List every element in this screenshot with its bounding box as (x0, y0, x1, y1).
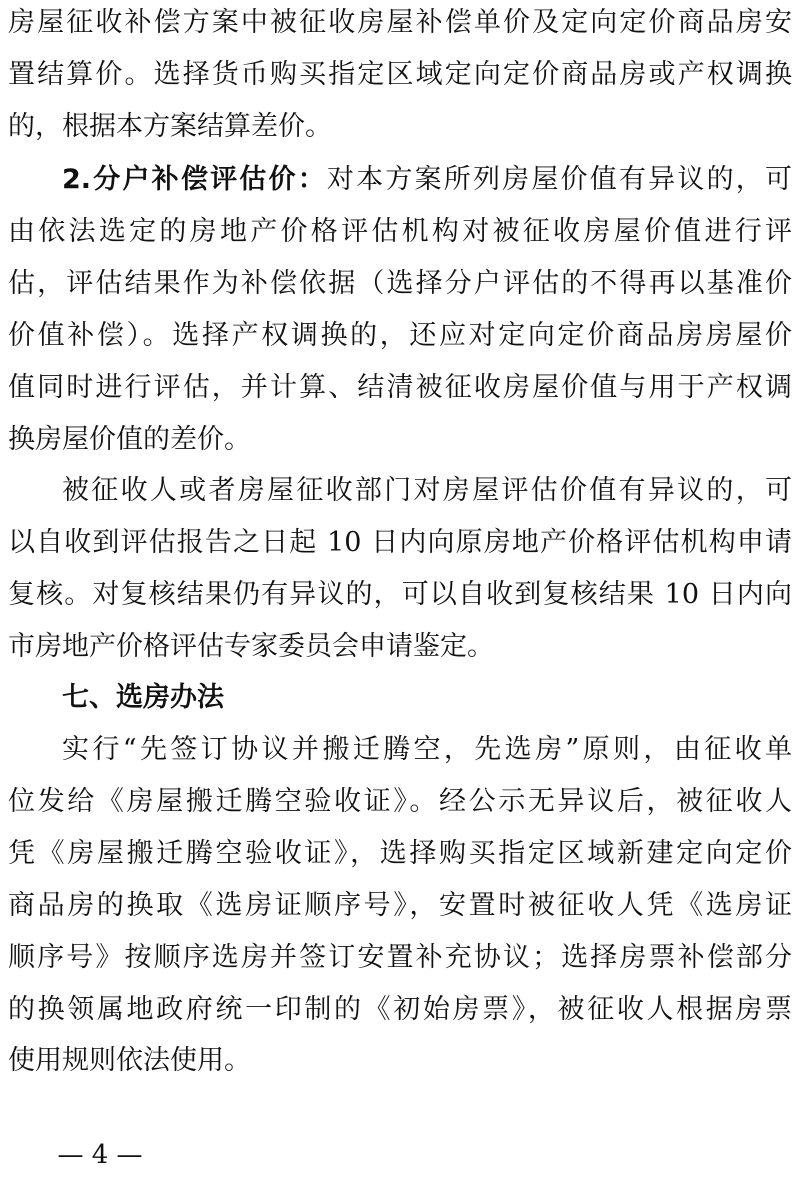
paragraph-line: 商品房的换取《选房证顺序号》，安置时被征收人凭《选房证 (8, 890, 792, 921)
paragraph-line: 位发给《房屋搬迁腾空验收证》。经公示无异议后，被征收人 (8, 786, 792, 817)
paragraph-line: 房屋征收补偿方案中被征收房屋补偿单价及定向定价商品房安 (8, 7, 792, 38)
paragraph-line: 的换领属地政府统一印制的《初始房票》，被征收人根据房票 (8, 994, 792, 1025)
paragraph-line: 顺序号》按顺序选房并签订安置补充协议；选择房票补偿部分 (8, 942, 792, 973)
paragraph-line: 置结算价。选择货币购买指定区域定向定价商品房或产权调换 (8, 59, 792, 90)
section-heading: 七、选房办法 (62, 682, 224, 713)
page-number: — 4 — (57, 1140, 143, 1170)
paragraph-line: 由依法选定的房地产价格评估机构对被征收房屋价值进行评 (8, 216, 792, 247)
paragraph-text: 对本方案所列房屋价值有异议的，可 (326, 164, 793, 195)
paragraph-line: 值同时进行评估，并计算、结清被征收房屋价值与用于产权调 (8, 372, 792, 403)
paragraph-line: 使用规则依法使用。 (8, 1045, 251, 1076)
paragraph-line: 实行“先签订协议并搬迁腾空，先选房”原则，由征收单 (62, 734, 792, 765)
paragraph-line: 估，评估结果作为补偿依据（选择分户评估的不得再以基准价 (8, 268, 792, 299)
paragraph-line: 的，根据本方案结算差价。 (8, 111, 332, 142)
paragraph-line: 换房屋价值的差价。 (8, 424, 251, 455)
paragraph-line: 市房地产价格评估专家委员会申请鉴定。 (8, 631, 494, 662)
paragraph-line: 凭《房屋搬迁腾空验收证》，选择购买指定区域新建定向定价 (8, 838, 792, 869)
paragraph-line: 复核。对复核结果仍有异议的，可以自收到复核结果 10 日内向 (8, 579, 792, 610)
paragraph-line: 被征收人或者房屋征收部门对房屋评估价值有异议的，可 (62, 475, 792, 506)
paragraph-line: 价值补偿）。选择产权调换的，还应对定向定价商品房房屋价 (8, 320, 792, 351)
paragraph-first-line (62, 160, 792, 200)
subheading: 2.分户补偿评估价： (62, 164, 327, 195)
paragraph-line: 以自收到评估报告之日起 10 日内向原房地产价格评估机构申请 (8, 527, 792, 558)
